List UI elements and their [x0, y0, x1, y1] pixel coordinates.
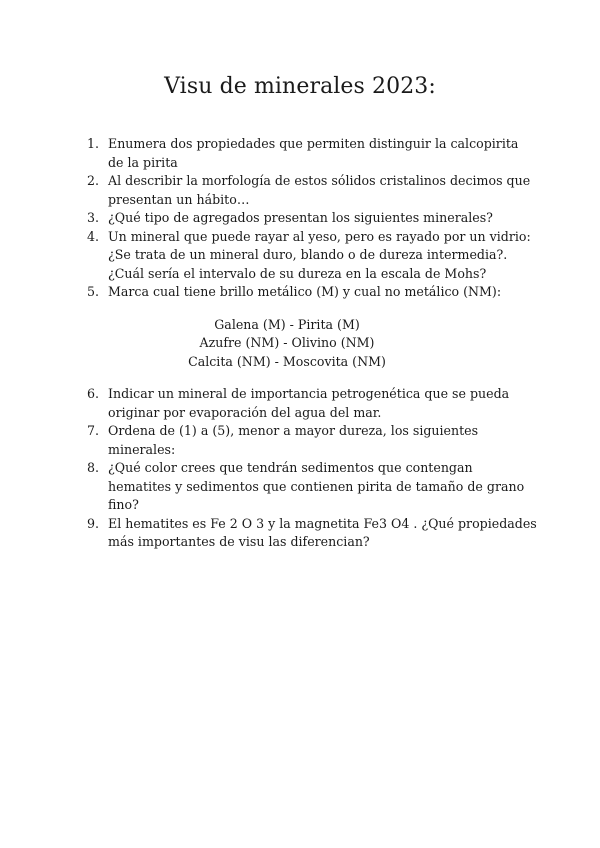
- question-text: Al describir la morfología de estos sólidos cristalinos decimos que presentan un hábito…: [108, 173, 531, 207]
- question-text: Enumera dos propiedades que permiten distinguir la calcopirita de la pirita: [108, 136, 519, 170]
- question-number: 5.: [87, 284, 100, 299]
- question-text: Ordena de (1) a (5), menor a mayor dureza, los siguientes minerales:: [108, 423, 479, 457]
- question-number: 8.: [87, 460, 100, 475]
- question-text: Un mineral que puede rayar al yeso, pero es rayado por un vidrio: ¿Se trata de un mineral duro, blando o de dureza intermedia?. ¿Cuál sería el intervalo de su dureza en la escala de Mohs?: [108, 228, 531, 281]
- question-item: [87, 515, 537, 552]
- question-item: [87, 172, 537, 209]
- question-text: El hematites es Fe 2 O 3 y la magnetita Fe3 O4 . ¿Qué propiedades más importantes de visu las diferencian?: [108, 515, 537, 549]
- page-title: Visu de minerales 2023:: [164, 74, 436, 99]
- question-number: 9.: [87, 515, 100, 531]
- question-item: [87, 228, 537, 284]
- question-text: Marca cual tiene brillo metálico (M) y cual no metálico (NM):: [108, 284, 502, 299]
- question-text: Indicar un mineral de importancia petrogenética que se pueda originar por evaporación del agua del mar.: [108, 386, 510, 420]
- question-text: ¿Qué tipo de agregados presentan los siguientes minerales?: [108, 210, 493, 225]
- mineral-pair: Galena (M) - Pirita (M): [214, 316, 360, 332]
- question-number: 6.: [87, 386, 100, 401]
- mineral-pair: Azufre (NM) - Olivino (NM): [199, 335, 375, 350]
- question-item: [87, 459, 537, 515]
- question-item: [87, 283, 537, 302]
- question-number: 4.: [87, 228, 100, 244]
- question-item: [87, 135, 537, 172]
- mineral-pair: Calcita (NM) - Moscovita (NM): [188, 353, 386, 369]
- question-number: 1.: [87, 136, 100, 151]
- question-number: 2.: [87, 173, 100, 188]
- question-number: 3.: [87, 210, 100, 225]
- question-item: [87, 209, 537, 228]
- question-item: [87, 385, 537, 422]
- question-number: 7.: [87, 423, 100, 438]
- question-text: ¿Qué color crees que tendrán sedimentos que contengan hematites y sedimentos que contienen pirita de tamaño de grano fino?: [108, 460, 525, 512]
- question-item: [87, 422, 537, 459]
- question-list: [87, 135, 537, 552]
- mineral-pairs: [87, 316, 487, 372]
